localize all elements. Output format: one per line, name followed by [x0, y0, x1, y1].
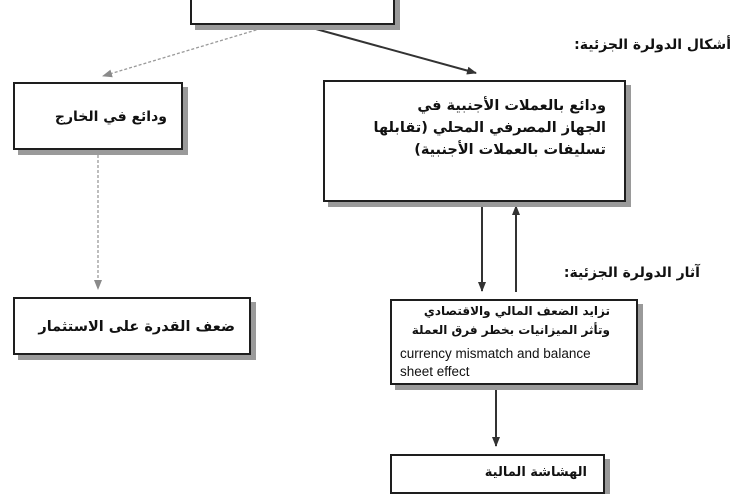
local-fx-deposits-box [323, 80, 626, 202]
deposits-abroad-text: ودائع في الخارج [54, 109, 167, 125]
forms-of-partial-dollarization-label: أشكال الدولرة الجزئية: [574, 37, 731, 53]
local-fx-deposits-text [374, 95, 607, 161]
weakness-english-line: sheet effect [400, 364, 470, 379]
arrow-top-to-local [305, 26, 476, 73]
local-fx-deposits-line: تسليفات بالعملات الأجنبية) [414, 142, 606, 158]
deposits-abroad-box [13, 82, 183, 150]
weakness-english-line: currency mismatch and balance [400, 346, 591, 361]
weakness-arabic-line: تزايد الضعف المالي والاقتصادي [423, 304, 610, 318]
financial-fragility-text: الهشاشة المالية [484, 465, 587, 480]
effects-of-partial-dollarization-label: آثار الدولرة الجزئية: [563, 265, 700, 281]
financial-weakness-box [390, 299, 638, 385]
arrow-top-to-abroad [103, 27, 266, 76]
financial-fragility-box [390, 454, 605, 494]
weak-investment-box [13, 297, 251, 355]
top-node-box [190, 0, 395, 25]
local-fx-deposits-line: الجهاز المصرفي المحلي (تقابلها [373, 120, 606, 136]
weakness-arabic-line: وتأثر الميزانيات بخطر فرق العملة [411, 323, 610, 337]
weak-investment-text: ضعف القدرة على الاستثمار [38, 319, 235, 335]
local-fx-deposits-line: ودائع بالعملات الأجنبية في [417, 98, 606, 114]
